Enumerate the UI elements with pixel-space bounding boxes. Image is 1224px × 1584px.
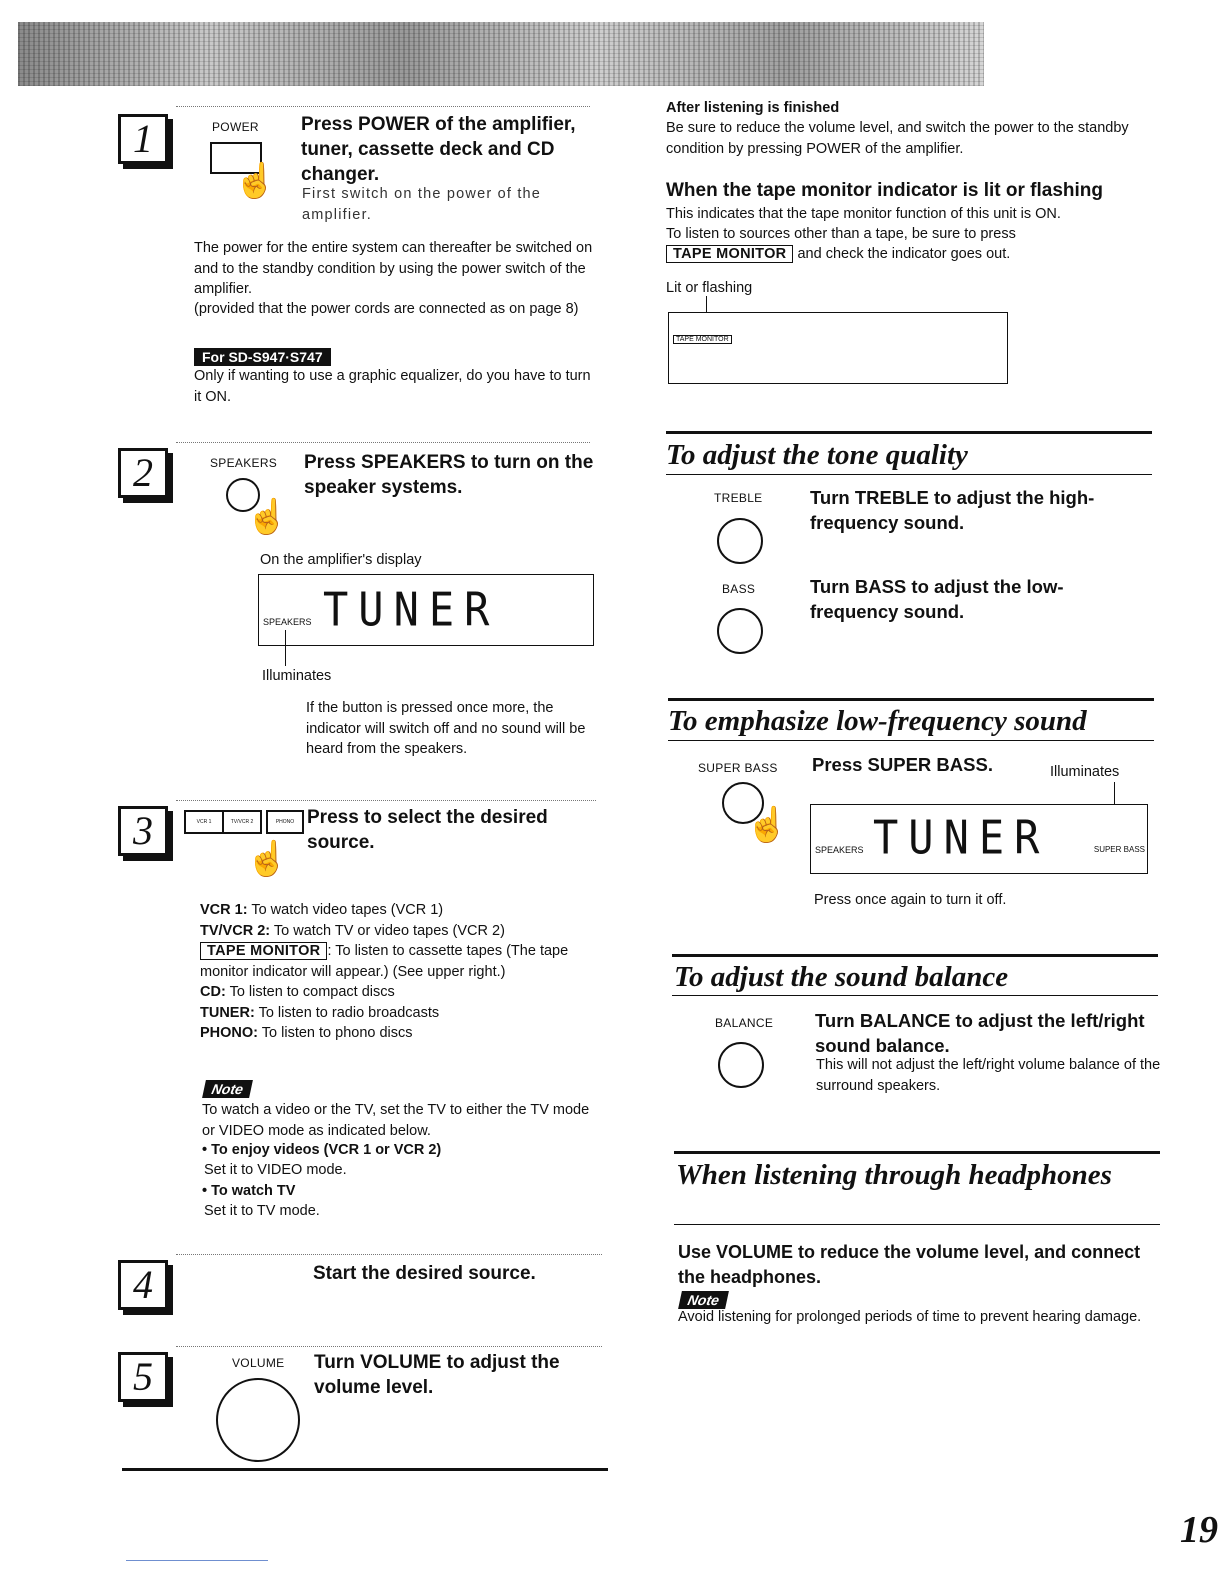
footer-rule (126, 1560, 268, 1561)
note-tag-wrap (204, 1080, 251, 1099)
tape-monitor-line-wrap (666, 244, 1156, 265)
illuminates-label: Illuminates (262, 668, 332, 684)
note-bullet: • To watch TV (202, 1183, 296, 1199)
section-rule-bottom (674, 1224, 1160, 1225)
section-title: When listening through headphones (676, 1159, 1112, 1191)
source-text: : To listen to cassette tapes (The tape monitor indicator will appear.) (See upper right.) (200, 943, 569, 980)
note-text: To watch a video or the TV, set the TV to either the TV mode or VIDEO mode as indicated below. (202, 1102, 590, 1139)
section-rule-top (668, 698, 1154, 701)
step-number: 5 (133, 1354, 153, 1399)
step-title: Press to select the desired source. (307, 807, 548, 853)
hand-press-icon: ☝ (246, 498, 289, 536)
page-number: 19 (1180, 1509, 1218, 1551)
balance-note: This will not adjust the left/right volume balance of the surround speakers. (816, 1057, 1161, 1094)
source-key: TV/VCR 2: (200, 922, 271, 939)
tape-monitor-indicator: TAPE MONITOR (673, 335, 732, 344)
power-button-label: POWER (212, 120, 259, 134)
step-divider (176, 800, 596, 801)
step-divider (176, 106, 590, 107)
model-tag: For SD-S947·S747 (194, 348, 331, 366)
tape-monitor-line: To listen to sources other than a tape, be sure to press (666, 226, 1016, 242)
step-number: 3 (133, 808, 153, 853)
super-bass-instruction: Press SUPER BASS. (812, 754, 993, 775)
section-rule-top (674, 1151, 1160, 1154)
display-source-text: TUNER (873, 810, 1050, 865)
after-listening-text: Be sure to reduce the volume level, and switch the power to the standby condition by pressing POWER of the amplifier. (666, 120, 1129, 157)
tape-monitor-key: TAPE MONITOR (200, 942, 327, 960)
power-paragraph: The power for the entire system can thereafter be switched on and to the standby condition by using the power switch of the amplifier. (194, 240, 593, 297)
source-text: To listen to phono discs (261, 1025, 413, 1041)
source-key: PHONO: (200, 1025, 258, 1041)
treble-knob-label: TREBLE (714, 491, 763, 505)
tape-monitor-line: and check the indicator goes out. (797, 246, 1011, 262)
treble-knob-icon (717, 518, 763, 564)
source-item (200, 1003, 605, 1024)
source-text: To watch video tapes (VCR 1) (251, 902, 444, 918)
step-divider (176, 1254, 602, 1255)
balance-instruction: Turn BALANCE to adjust the left/right sound balance. (815, 1010, 1145, 1056)
source-item (200, 941, 605, 982)
super-bass-caption: Press once again to turn it off. (814, 892, 1007, 908)
section-rule-bottom (666, 474, 1152, 475)
source-text: To watch TV or video tapes (VCR 2) (273, 922, 505, 939)
display-caption: On the amplifier's display (260, 552, 422, 568)
source-text: To listen to compact discs (229, 984, 395, 1000)
section-rule-top (672, 954, 1158, 957)
phono-button-label: PHONO (275, 819, 295, 825)
tape-monitor-display (668, 312, 1008, 384)
phono-button-icon (266, 810, 304, 834)
balance-knob-label: BALANCE (715, 1016, 774, 1030)
hand-press-icon: ☝ (746, 806, 789, 844)
hand-press-icon: ☝ (234, 162, 277, 200)
super-bass-display (810, 804, 1148, 874)
display-source-text: TUNER (323, 582, 500, 637)
step-note: If the button is pressed once more, the indicator will switch off and no sound will be heard from the speakers. (306, 700, 586, 757)
model-tag-text: Only if wanting to use a graphic equalizer, do you have to turn it ON. (194, 368, 591, 405)
note-tag: Note (202, 1080, 253, 1098)
step-divider (176, 1346, 602, 1347)
volume-knob-icon (216, 1378, 300, 1462)
lit-flashing-label: Lit or flashing (666, 280, 753, 296)
section-title: To emphasize low-frequency sound (668, 705, 1087, 737)
step-number: 4 (133, 1262, 153, 1307)
note-bullet-text: Set it to TV mode. (204, 1203, 320, 1219)
note-tag: Note (678, 1291, 729, 1309)
bass-knob-label: BASS (722, 582, 756, 596)
step-number: 2 (133, 450, 153, 495)
tape-monitor-button: TAPE MONITOR (666, 245, 793, 263)
source-key: CD: (200, 984, 226, 1000)
section-title: To adjust the tone quality (666, 439, 968, 471)
volume-knob-label: VOLUME (232, 1356, 285, 1370)
illuminates-label: Illuminates (1050, 764, 1120, 780)
step-title: Press POWER of the amplifier, tuner, cassette deck and CD changer. (301, 114, 576, 185)
step-title: Press SPEAKERS to turn on the speaker systems. (304, 452, 594, 498)
super-bass-button-label: SUPER BASS (698, 761, 778, 775)
power-paragraph-note: (provided that the power cords are connected as on page 8) (194, 301, 579, 317)
source-key: TUNER: (200, 1004, 255, 1021)
step-number-box (118, 806, 168, 856)
step-divider (176, 442, 590, 443)
step-number-box (118, 1260, 168, 1310)
source-item (200, 921, 605, 942)
source-item (200, 1023, 605, 1044)
super-bass-indicator: SUPER BASS (1093, 845, 1145, 854)
source-list (200, 900, 605, 1044)
headphones-note: Avoid listening for prolonged periods of time to prevent hearing damage. (678, 1309, 1142, 1325)
step-subtext: First switch on the power of the amplifier. (302, 186, 542, 223)
step-number-box (118, 114, 168, 164)
balance-knob-icon (718, 1042, 764, 1088)
tvvcr2-button-label: TV/VCR 2 (230, 819, 254, 825)
vcr1-button-icon (184, 810, 224, 834)
speakers-indicator: SPEAKERS (815, 845, 864, 855)
amplifier-display (258, 574, 594, 646)
headphones-instruction: Use VOLUME to reduce the volume level, and connect the headphones. (678, 1242, 1141, 1287)
section-title: To adjust the sound balance (674, 961, 1009, 993)
speakers-indicator: SPEAKERS (263, 617, 312, 627)
tape-monitor-line: This indicates that the tape monitor function of this unit is ON. (666, 206, 1061, 222)
step-title: Turn VOLUME to adjust the volume level. (314, 1352, 560, 1398)
section-rule-bottom (668, 740, 1154, 741)
tvvcr2-button-icon (222, 810, 262, 834)
step-title: Start the desired source. (313, 1263, 536, 1284)
step-number-box (118, 1352, 168, 1402)
source-text: To listen to radio broadcasts (258, 1004, 440, 1021)
after-listening-heading: After listening is finished (666, 100, 840, 116)
source-key: VCR 1: (200, 902, 248, 918)
step-number-box (118, 448, 168, 498)
treble-instruction: Turn TREBLE to adjust the high-frequency sound. (810, 487, 1095, 533)
hand-press-icon: ☝ (246, 840, 289, 878)
section-rule-bottom (672, 995, 1158, 996)
step-number: 1 (133, 116, 153, 161)
speakers-button-label: SPEAKERS (210, 456, 278, 470)
header-texture-band (18, 22, 984, 86)
note-bullet-text: Set it to VIDEO mode. (204, 1162, 347, 1178)
source-item (200, 900, 605, 921)
bass-knob-icon (717, 608, 763, 654)
section-rule-top (666, 431, 1152, 434)
vcr1-button-label: VCR 1 (196, 819, 212, 825)
indicator-leader-line (285, 630, 286, 666)
note-bullet: • To enjoy videos (VCR 1 or VCR 2) (202, 1142, 442, 1158)
model-tag-wrap (194, 348, 331, 367)
bass-instruction: Turn BASS to adjust the low-frequency sound. (810, 576, 1064, 622)
source-item (200, 982, 605, 1003)
column-end-rule (122, 1468, 608, 1471)
tape-monitor-heading: When the tape monitor indicator is lit or flashing (666, 180, 1104, 201)
